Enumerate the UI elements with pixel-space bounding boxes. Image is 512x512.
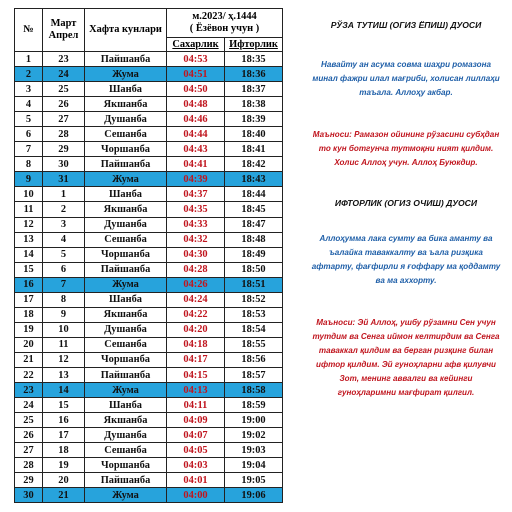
table-row	[15, 127, 283, 142]
date-cell: 27	[43, 112, 85, 127]
weekday-cell: Пайшанба	[85, 262, 167, 277]
suhoor-time-cell: 04:44	[167, 127, 225, 142]
table-row	[15, 413, 283, 428]
weekday-cell: Сешанба	[85, 443, 167, 458]
weekday-cell: Сешанба	[85, 232, 167, 247]
date-cell: 21	[43, 488, 85, 503]
iftar-time-cell: 18:42	[225, 157, 283, 172]
day-number-cell: 17	[15, 292, 43, 307]
table-row	[15, 428, 283, 443]
iftar-time-cell: 18:45	[225, 202, 283, 217]
table-row	[15, 112, 283, 127]
day-number-cell: 25	[15, 413, 43, 428]
suhoor-time-cell: 04:41	[167, 157, 225, 172]
iftar-time-cell: 18:59	[225, 398, 283, 413]
suhoor-dua-title: РЎЗА ТУТИШ (ОГИЗ ЁПИШ) ДУОСИ	[330, 20, 482, 30]
table-row	[15, 187, 283, 202]
table-row	[15, 337, 283, 352]
iftar-time-cell: 18:58	[225, 383, 283, 398]
day-number-cell: 12	[15, 217, 43, 232]
date-cell: 17	[43, 428, 85, 443]
weekday-cell: Чоршанба	[85, 352, 167, 367]
suhoor-time-cell: 04:11	[167, 398, 225, 413]
weekday-cell: Шанба	[85, 82, 167, 97]
day-number-cell: 4	[15, 97, 43, 112]
date-cell: 2	[43, 202, 85, 217]
date-cell: 11	[43, 337, 85, 352]
suhoor-time-cell: 04:24	[167, 292, 225, 307]
iftar-time-cell: 18:44	[225, 187, 283, 202]
iftar-time-cell: 18:50	[225, 262, 283, 277]
day-number-cell: 15	[15, 262, 43, 277]
iftar-time-cell: 19:06	[225, 488, 283, 503]
day-number-cell: 3	[15, 82, 43, 97]
day-number-cell: 28	[15, 458, 43, 473]
iftar-time-cell: 18:53	[225, 307, 283, 322]
day-number-cell: 8	[15, 157, 43, 172]
weekday-cell: Сешанба	[85, 127, 167, 142]
iftar-time-cell: 18:35	[225, 52, 283, 67]
table-row	[15, 473, 283, 488]
table-row	[15, 82, 283, 97]
day-number-cell: 14	[15, 247, 43, 262]
date-cell: 5	[43, 247, 85, 262]
ramadan-schedule-table	[14, 8, 283, 503]
date-cell: 28	[43, 127, 85, 142]
iftar-time-cell: 18:38	[225, 97, 283, 112]
weekday-cell: Чоршанба	[85, 458, 167, 473]
iftar-dua-title: ИФТОРЛИК (ОГИЗ ОЧИШ) ДУОСИ	[334, 198, 478, 208]
iftar-time-cell: 18:48	[225, 232, 283, 247]
suhoor-time-cell: 04:35	[167, 202, 225, 217]
date-cell: 6	[43, 262, 85, 277]
date-cell: 25	[43, 82, 85, 97]
weekday-cell: Шанба	[85, 187, 167, 202]
day-number-cell: 21	[15, 352, 43, 367]
day-number-cell: 6	[15, 127, 43, 142]
weekday-cell: Якшанба	[85, 307, 167, 322]
table-row	[15, 67, 283, 82]
date-cell: 23	[43, 52, 85, 67]
iftar-time-cell: 18:51	[225, 277, 283, 292]
suhoor-dua-meaning: Маъноси: Рамазон ойининг рўзасини субҳдан то кун ботгунча тутмоқни ният қилдим. Холис Аллоҳ учун. Аллоҳ Буюкдир.	[312, 130, 500, 167]
date-cell: 16	[43, 413, 85, 428]
table-row	[15, 277, 283, 292]
table-row	[15, 292, 283, 307]
table-row	[15, 458, 283, 473]
weekday-cell: Душанба	[85, 217, 167, 232]
iftar-time-cell: 18:54	[225, 322, 283, 337]
suhoor-time-cell: 04:50	[167, 82, 225, 97]
weekday-cell: Якшанба	[85, 202, 167, 217]
weekday-cell: Чоршанба	[85, 247, 167, 262]
iftar-time-cell: 19:03	[225, 443, 283, 458]
date-cell: 26	[43, 97, 85, 112]
suhoor-time-cell: 04:03	[167, 458, 225, 473]
iftar-time-cell: 19:05	[225, 473, 283, 488]
iftar-time-cell: 18:47	[225, 217, 283, 232]
weekday-cell: Пайшанба	[85, 367, 167, 382]
table-row	[15, 443, 283, 458]
weekday-cell: Жума	[85, 172, 167, 187]
suhoor-time-cell: 04:33	[167, 217, 225, 232]
day-number-cell: 29	[15, 473, 43, 488]
header-iftar: Ифторлик	[225, 38, 283, 52]
day-number-cell: 2	[15, 67, 43, 82]
weekday-cell: Якшанба	[85, 413, 167, 428]
day-number-cell: 19	[15, 322, 43, 337]
iftar-time-cell: 18:40	[225, 127, 283, 142]
table-row	[15, 322, 283, 337]
weekday-cell: Жума	[85, 488, 167, 503]
weekday-cell: Пайшанба	[85, 52, 167, 67]
weekday-cell: Сешанба	[85, 337, 167, 352]
table-row	[15, 488, 283, 503]
date-cell: 20	[43, 473, 85, 488]
day-number-cell: 5	[15, 112, 43, 127]
day-number-cell: 27	[15, 443, 43, 458]
day-number-cell: 16	[15, 277, 43, 292]
suhoor-time-cell: 04:28	[167, 262, 225, 277]
header-year-region	[167, 9, 283, 38]
table-row	[15, 367, 283, 382]
weekday-cell: Душанба	[85, 112, 167, 127]
iftar-time-cell: 18:49	[225, 247, 283, 262]
suhoor-time-cell: 04:37	[167, 187, 225, 202]
day-number-cell: 13	[15, 232, 43, 247]
date-cell: 31	[43, 172, 85, 187]
iftar-time-cell: 19:04	[225, 458, 283, 473]
table-row	[15, 383, 283, 398]
table-row	[15, 157, 283, 172]
weekday-cell: Душанба	[85, 322, 167, 337]
iftar-time-cell: 18:39	[225, 112, 283, 127]
day-number-cell: 7	[15, 142, 43, 157]
iftar-time-cell: 18:55	[225, 337, 283, 352]
suhoor-time-cell: 04:17	[167, 352, 225, 367]
date-cell: 30	[43, 157, 85, 172]
suhoor-time-cell: 04:53	[167, 52, 225, 67]
table-row	[15, 307, 283, 322]
weekday-cell: Шанба	[85, 398, 167, 413]
suhoor-dua-text: Навайту ан асума совма шаҳри ромазона минал фажри илал мағриби, холисан лиллаҳи таъала. Аллоҳу акбар.	[312, 60, 500, 97]
suhoor-time-cell: 04:39	[167, 172, 225, 187]
table-row	[15, 97, 283, 112]
header-region: ( Ёзёвон учун )	[189, 23, 260, 34]
day-number-cell: 18	[15, 307, 43, 322]
weekday-cell: Чоршанба	[85, 142, 167, 157]
date-cell: 9	[43, 307, 85, 322]
table-row	[15, 352, 283, 367]
table-row	[15, 262, 283, 277]
table-row	[15, 142, 283, 157]
iftar-time-cell: 18:41	[225, 142, 283, 157]
date-cell: 13	[43, 367, 85, 382]
weekday-cell: Жума	[85, 67, 167, 82]
iftar-dua-meaning: Маъноси: Эй Аллоҳ, ушбу рўзамни Сен учун тутдим ва Сенга иймон келтирдим ва Сенга таваккал қилдим ва берган ризқинг билан ифтор қилдим. Эй гуноҳларни афв қилувчи Зот, менинг аввалги ва кейинги гуноҳларимни мағфират қилгил.	[312, 318, 500, 397]
day-number-cell: 9	[15, 172, 43, 187]
day-number-cell: 23	[15, 383, 43, 398]
weekday-cell: Пайшанба	[85, 473, 167, 488]
suhoor-time-cell: 04:15	[167, 367, 225, 382]
header-number: №	[15, 9, 43, 52]
schedule-body	[15, 52, 283, 503]
day-number-cell: 22	[15, 367, 43, 382]
suhoor-time-cell: 04:26	[167, 277, 225, 292]
suhoor-time-cell: 04:48	[167, 97, 225, 112]
date-cell: 8	[43, 292, 85, 307]
header-month: Март Апрел	[43, 9, 85, 52]
date-cell: 3	[43, 217, 85, 232]
weekday-cell: Жума	[85, 277, 167, 292]
suhoor-time-cell: 04:20	[167, 322, 225, 337]
suhoor-time-cell: 04:18	[167, 337, 225, 352]
suhoor-time-cell: 04:46	[167, 112, 225, 127]
header-year: м.2023/ ҳ.1444	[192, 11, 257, 22]
iftar-time-cell: 18:56	[225, 352, 283, 367]
header-weekday: Хафта кунлари	[85, 9, 167, 52]
iftar-time-cell: 19:02	[225, 428, 283, 443]
iftar-time-cell: 18:52	[225, 292, 283, 307]
iftar-time-cell: 19:00	[225, 413, 283, 428]
date-cell: 1	[43, 187, 85, 202]
weekday-cell: Жума	[85, 383, 167, 398]
date-cell: 4	[43, 232, 85, 247]
suhoor-time-cell: 04:09	[167, 413, 225, 428]
table-row	[15, 52, 283, 67]
table-row	[15, 398, 283, 413]
suhoor-time-cell: 04:43	[167, 142, 225, 157]
date-cell: 24	[43, 67, 85, 82]
iftar-dua-text: Аллоҳумма лака сумту ва бика аманту ва ъалайка таваккалту ва ъала ризқика афтарту, фағфирли я ғоффару ма қоддамту ва ма аххорту.	[311, 234, 501, 285]
weekday-cell: Якшанба	[85, 97, 167, 112]
suhoor-time-cell: 04:13	[167, 383, 225, 398]
suhoor-time-cell: 04:30	[167, 247, 225, 262]
day-number-cell: 26	[15, 428, 43, 443]
suhoor-time-cell: 04:05	[167, 443, 225, 458]
day-number-cell: 10	[15, 187, 43, 202]
weekday-cell: Пайшанба	[85, 157, 167, 172]
suhoor-time-cell: 04:01	[167, 473, 225, 488]
table-row	[15, 247, 283, 262]
header-suhoor: Сахарлик	[167, 38, 225, 52]
day-number-cell: 24	[15, 398, 43, 413]
suhoor-time-cell: 04:22	[167, 307, 225, 322]
day-number-cell: 20	[15, 337, 43, 352]
date-cell: 18	[43, 443, 85, 458]
table-row	[15, 172, 283, 187]
iftar-time-cell: 18:37	[225, 82, 283, 97]
date-cell: 10	[43, 322, 85, 337]
date-cell: 29	[43, 142, 85, 157]
table-row	[15, 232, 283, 247]
day-number-cell: 11	[15, 202, 43, 217]
date-cell: 7	[43, 277, 85, 292]
suhoor-time-cell: 04:32	[167, 232, 225, 247]
weekday-cell: Шанба	[85, 292, 167, 307]
date-cell: 15	[43, 398, 85, 413]
iftar-time-cell: 18:57	[225, 367, 283, 382]
weekday-cell: Душанба	[85, 428, 167, 443]
suhoor-time-cell: 04:51	[167, 67, 225, 82]
iftar-time-cell: 18:43	[225, 172, 283, 187]
suhoor-time-cell: 04:07	[167, 428, 225, 443]
table-row	[15, 217, 283, 232]
date-cell: 19	[43, 458, 85, 473]
date-cell: 14	[43, 383, 85, 398]
suhoor-time-cell: 04:00	[167, 488, 225, 503]
iftar-time-cell: 18:36	[225, 67, 283, 82]
date-cell: 12	[43, 352, 85, 367]
table-row	[15, 202, 283, 217]
day-number-cell: 30	[15, 488, 43, 503]
day-number-cell: 1	[15, 52, 43, 67]
